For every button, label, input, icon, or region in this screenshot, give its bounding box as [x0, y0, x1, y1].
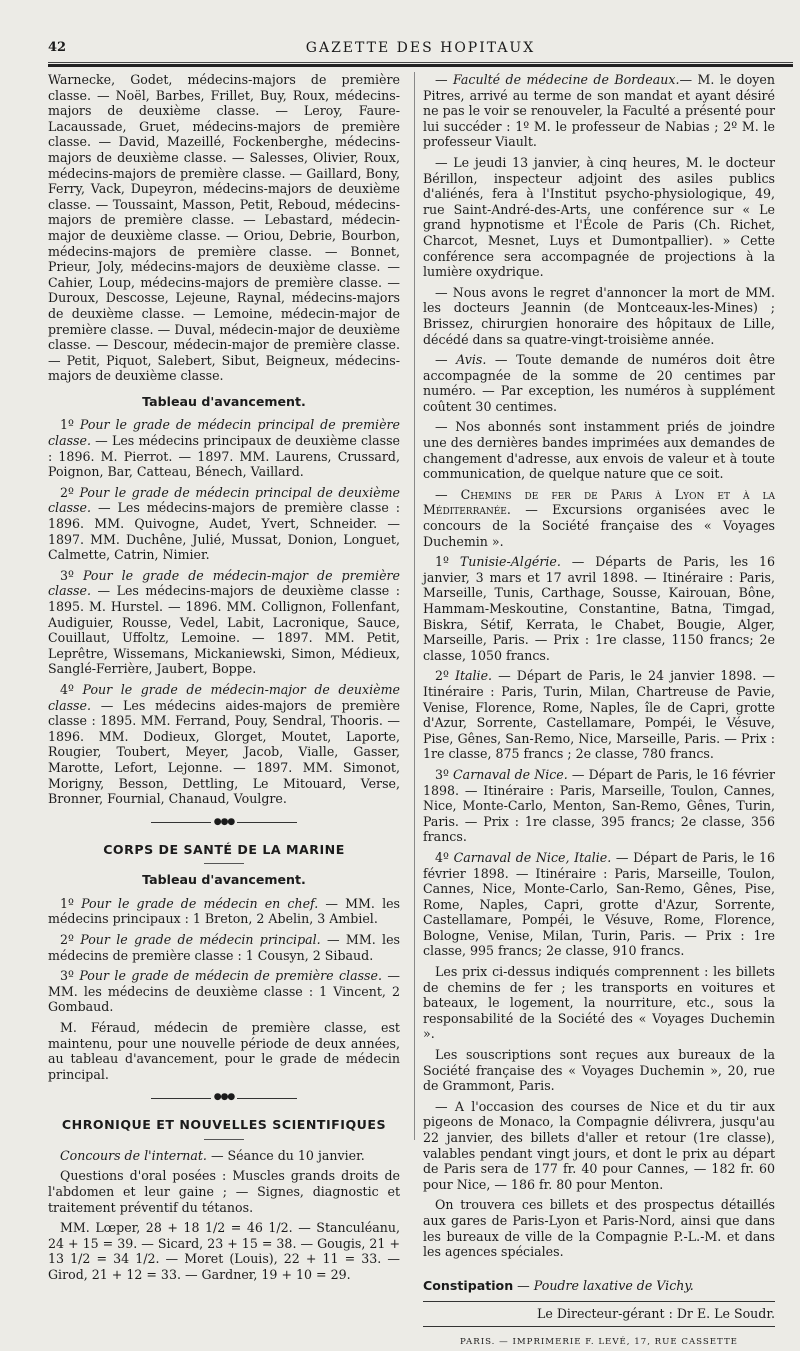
short-rule — [204, 863, 244, 864]
marine-item-2: 2º Pour le grade de médecin principal. — MM. les médecins de première classe : 1 Cousyn, 2 Sibaud. — [48, 931, 401, 963]
marine-item-1: 1º Pour le grade de médecin en chef. — MM. les médecins principaux : 1 Breton, 2 Abelin, 3 Ambiel. — [48, 895, 401, 927]
left-column — [48, 72, 400, 1288]
ornament-divider: ●●● — [48, 1090, 400, 1107]
prix-comprennent: Les prix ci-dessus indiqués comprennent : les billets de chemins de fer ; les transports en voitures et bateaux, le logement, la nourriture, etc., sous la responsabilité de la Société des « Voyages Duchemin ». — [423, 964, 775, 1042]
column-divider — [414, 72, 415, 1140]
directeur-gerant: Le Directeur-gérant : Dr E. Le Soudr. — [537, 1306, 775, 1322]
avis-notice: — Avis. — Toute demande de numéros doit être accompagnée de la somme de 20 centimes par numéro. — Par exception, les numéros à supplément coûtent 30 centimes. — [423, 352, 775, 414]
avancement-item-4: 4º Pour le grade de médecin-major de deuxième classe. — Les médecins aides-majors de première classe : 1895. MM. Ferrand, Pouy, Sendral, Thooris. — 1896. MM. Dodieux, Glorget, Moutet, Laporte, Rougier, Toubert, Meyer, Jacob, Vialle, Gasser, Marotte, Lefort, Lejonne. — 1897. MM. Simonot, Morigny, Besson, Dettling, Le Mitouard, Verse, Bronner, Fournial, Chanaud, Voulgre. — [48, 681, 400, 807]
section-heading-marine: CORPS DE SANTÉ DE LA MARINE — [103, 841, 345, 857]
section-heading-tableau-avancement-marine: Tableau d'avancement. — [142, 872, 306, 888]
marine-item-4: M. Féraud, médecin de première classe, est maintenu, pour une nouvelle période de deux années, au tableau d'avancement, pour le grade de médecin principal. — [48, 1019, 400, 1082]
courses-nice: — A l'occasion des courses de Nice et du tir aux pigeons de Monaco, la Compagnie délivrera, jusqu'au 22 janvier, des billets d'aller et retour (1re classe), valables pendant vingt jours, et dont le prix au départ de Paris sera de 177 fr. 40 pour Cannes, — 182 fr. 60 pour Nice, — 186 fr. 80 pour Menton. — [423, 1098, 775, 1192]
abonnes-notice: — Nos abonnés sont instamment priés de joindre une des dernières bandes imprimées aux demandes de changement d'adresse, aux envois de valeur et à toute communication, de quelque nature que ce soit. — [423, 419, 775, 482]
journal-title: GAZETTE DES HOPITAUX — [305, 40, 536, 56]
scores-list: MM. Lœper, 28 + 18 1/2 = 46 1/2. — Stanculéanu, 24 + 15 = 39. — Sicard, 23 + 15 = 38. — Gougis, 21 + 13 1/2 = 34 1/2. — Moret (Louis), 22 + 11 = 33. — Girod, 21 + 12 = 33. — Gardner, 19 + 10 = 29. — [48, 1220, 400, 1282]
excursion-carnaval-nice: 3º Carnaval de Nice. — Départ de Paris, le 16 février 1898. — Itinéraire : Paris, Marseille, Toulon, Cannes, Nice, Monte-Carlo, Menton, San-Remo, Gênes, Turin, Paris. — Prix : 1re classe, 395 francs; 2e classe, 356 francs. — [423, 766, 775, 845]
avancement-item-3: 3º Pour le grade de médecin-major de première classe. — Les médecins-majors de deuxième classe : 1895. M. Hurstel. — 1896. MM. Collignon, Follenfant, Audiguier, Rousse, Vedel, Labit, Lacronique, Sauce, Couillaut, Uffoltz, Lemoine. — 1897. MM. Petit, Leprêtre, Wissemans, Mickaniewski, Simon, Médieux, Sanglé-Ferrière, Jaubert, Boppe. — [48, 567, 400, 677]
section-heading-chronique: CHRONIQUE ET NOUVELLES SCIENTIFIQUES — [61, 1117, 387, 1133]
avancement-item-2: 2º Pour le grade de médecin principal de deuxième classe. — Les médecins-majors de première classe : 1896. MM. Quivogne, Audet, Yvert, Schneider. — 1897. MM. Duchêne, Julié, Mussat, Donion, Longuet, Calmette, Catrin, Nimier. — [48, 484, 401, 563]
printer-rule — [423, 1326, 775, 1327]
concours-internat: Concours de l'internat. — Séance du 10 janvier. — [60, 1147, 365, 1163]
excursion-italie: 2º Italie. — Départ de Paris, le 24 janvier 1898. — Itinéraire : Paris, Turin, Milan, Chartreuse de Pavie, Venise, Florence, Rome, Naples, île de Capri, grotte d'Azur, Sorrente, Castellamare, Pompéi, le Vésuve, Pise, Gênes, San-Remo, Nice, Marseille, Paris. — Prix : 1re classe, 875 francs ; 2e classe, 780 francs. — [423, 668, 776, 762]
souscriptions: Les souscriptions sont reçues aux bureaux de la Société française des « Voyages Duchemin », 20, rue de Grammont, Paris. — [423, 1047, 775, 1094]
prospectus: On trouvera ces billets et des prospectus détaillés aux gares de Paris-Lyon et Paris-Nord, ainsi que dans les bureaux de ville de la Compagnie P.-L.-M. et dans les agences spéciales. — [423, 1197, 775, 1260]
ornament-divider: ●●● — [48, 815, 400, 832]
faculte-bordeaux: — Faculté de médecine de Bordeaux.— M. le doyen Pitres, arrivé au terme de son mandat et ayant désiré ne pas le voir se renouveler, la Faculté a présenté pour lui succéder : 1º M. le professeur de Nabias ; 2º M. le professeur Viault. — [423, 72, 775, 150]
conference-berillon: — Le jeudi 13 janvier, à cinq heures, M. le docteur Bérillon, inspecteur adjoint des asiles publics d'aliénés, fera à l'Institut psycho-physiologique, 49, rue Saint-André-des-Arts, une conférence sur « Le grand hypnotisme et l'École de Paris (Ch. Richet, Charcot, Mesnet, Luys et Dumontpallier). » Cette conférence sera accompagnée de projections à la lumière oxydrique. — [423, 154, 775, 280]
excursion-carnaval-italie: 4º Carnaval de Nice, Italie. — Départ de Paris, le 16 février 1898. — Itinéraire : Paris, Marseille, Toulon, Cannes, Nice, Monte-Carlo, San-Remo, Gênes, Pise, Rome, Naples, Capri, grotte d'Azur, Sorrente, Castellamare, Pompéi, le Vésuve, Rome, Florence, Bologne, Venise, Milan, Turin, Paris. — Prix : 1re classe, 995 francs; 2e classe, 910 francs. — [423, 849, 775, 959]
necrology: — Nous avons le regret d'annoncer la mort de MM. les docteurs Jeannin (de Montceaux-les-Mines) ; Brissez, chirurgien honoraire des hôpitaux de Lille, décédé dans sa quatre-vingt-troisième année. — [423, 284, 775, 347]
advertisement-constipation: Constipation — Poudre laxative de Vichy. — [423, 1277, 694, 1293]
page-header — [48, 36, 793, 60]
footer-rule — [423, 1301, 775, 1302]
marine-item-3: 3º Pour le grade de médecin de première classe. — MM. les médecins de deuxième classe : 1 Vincent, 2 Gombaud. — [48, 968, 400, 1015]
header-rule-thick — [48, 64, 793, 67]
header-rule-top — [48, 62, 793, 63]
questions-oral: Questions d'oral posées : Muscles grands droits de l'abdomen et leur gaine ; — Signes, diagnostic et traitement préventif du tétanos. — [48, 1168, 400, 1215]
page-number: 42 — [48, 40, 67, 55]
short-rule — [204, 1139, 244, 1140]
right-column — [423, 72, 775, 1351]
avancement-item-1: 1º Pour le grade de médecin principal de première classe. — Les médecins principaux de deuxième classe : 1896. M. Pierrot. — 1897. MM. Laurens, Crussard, Poignon, Bar, Catteau, Bénech, Vaillard. — [48, 417, 401, 480]
excursion-tunisie: 1º Tunisie-Algérie. — Départs de Paris, les 16 janvier, 3 mars et 17 avril 1898. — Itinéraire : Paris, Marseille, Tunis, Carthage, Sousse, Kairouan, Bône, Hammam-Meskoutine, Constantine, Batna, Timgad, Biskra, Sétif, Kerrata, le Chabet, Bougie, Alger, Marseille, Paris. — Prix : 1re classe, 1150 francs; 2e classe, 1050 francs. — [423, 554, 776, 663]
section-heading-tableau-avancement: Tableau d'avancement. — [142, 393, 306, 409]
promotions-paragraph: Warnecke, Godet, médecins-majors de première classe. — Noël, Barbes, Frillet, Buy, Roux, médecins-majors de deuxième classe. — Leroy, Faure-Lacaussade, Gruet, médecins-majors de première classe. — David, Mazeillé, Fockenberghe, médecins-majors de deuxième classe. — Salesses, Olivier, Roux, médecins-majors de première classe. — Gaillard, Bony, Ferry, Vack, Dupeyron, médecins-majors de deuxième classe. — Toussaint, Masson, Petit, Reboud, médecins-majors de première classe. — Lebastard, médecin-major de deuxième classe. — Oriou, Debrie, Bourbon, médecins-majors de première classe. — Bonnet, Prieur, Joly, médecins-majors de deuxième classe. — Cahier, Loup, médecins-majors de première classe. — Duroux, Descosse, Lejeune, Raynal, médecins-majors de deuxième classe. — Lemoine, médecin-major de première classe. — Duval, médecin-major de deuxième classe. — Descour, médecin-major de première classe. — Petit, Piquot, Salebert, Sibut, Beigneux, médecins-majors de deuxième classe. — [48, 72, 400, 384]
chemins-de-fer: — Chemins de fer de Paris à Lyon et à la Méditerranée. — Excursions organisées avec le concours de la Société française des « Voyages Duchemin ». — [423, 486, 775, 549]
printer-line: PARIS. — IMPRIMERIE F. LEVÉ, 17, RUE CASSETTE — [460, 1336, 738, 1347]
